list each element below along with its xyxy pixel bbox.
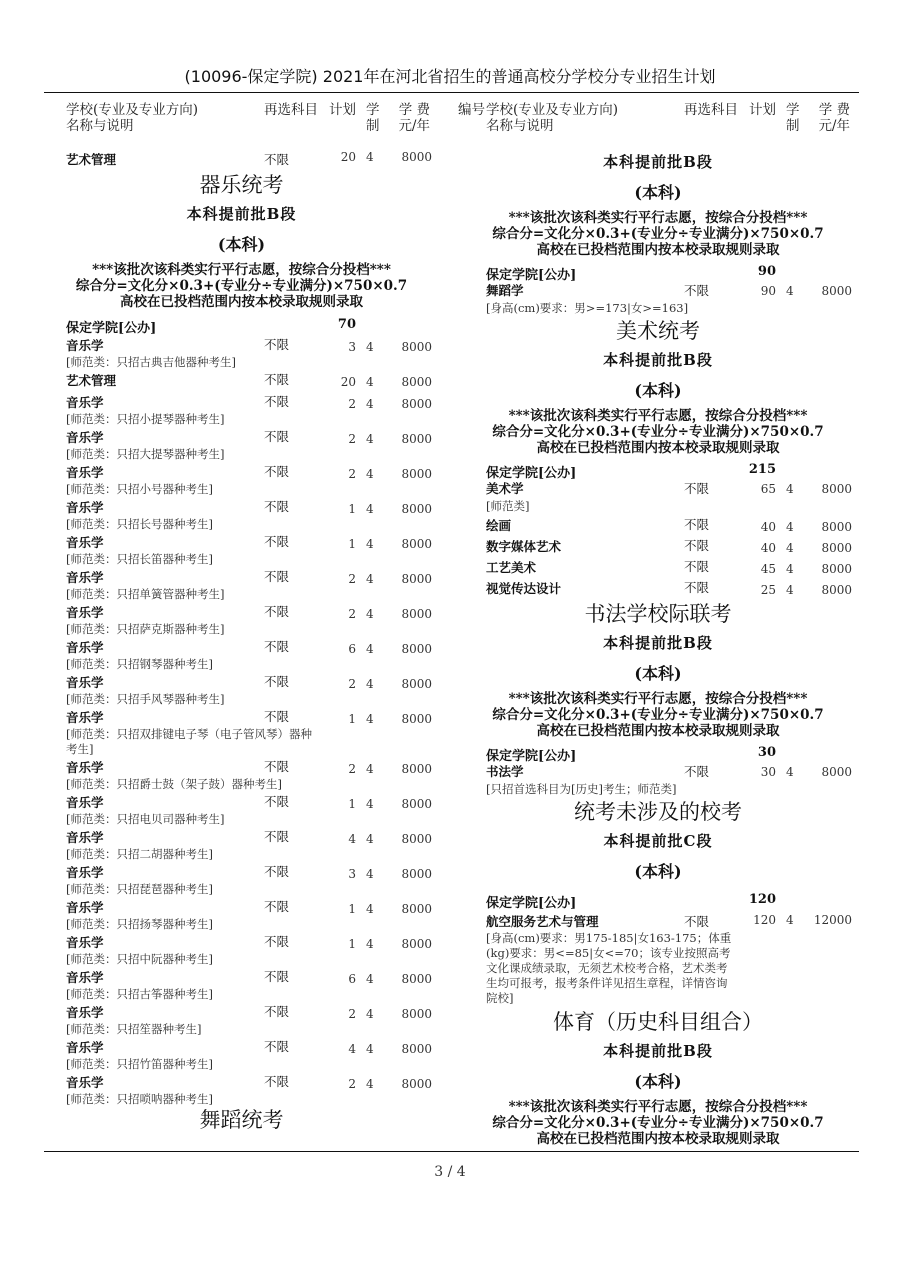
study-years: 4 [366, 642, 374, 656]
plan-count: 2 [348, 1077, 356, 1091]
study-years: 4 [366, 1042, 374, 1056]
tuition-fee: 8000 [401, 502, 432, 516]
table-row [44, 862, 439, 882]
tuition-fee: 8000 [401, 607, 432, 621]
major-name: 音乐学 [66, 970, 104, 985]
subject-requirement: 不限 [264, 794, 290, 809]
major-name: 音乐学 [66, 935, 104, 950]
plan-count: 40 [760, 541, 776, 555]
tuition-fee: 8000 [401, 867, 432, 881]
major-name: 音乐学 [66, 500, 104, 515]
plan-count: 2 [348, 397, 356, 411]
batch-title: 本科提前批B段 [186, 205, 297, 223]
subject-requirement: 不限 [264, 429, 290, 444]
table-row: 航空服务艺术与管理 不限 120 4 12000 [486, 913, 852, 929]
major-note: [师范类：只招双排键电子琴（电子管风琴）器种考生] [66, 727, 312, 756]
section-title: 器乐统考 [199, 173, 284, 197]
study-years: 4 [366, 902, 374, 916]
section-title: 书法学校际联考 [584, 602, 732, 626]
header-school: 学校(专业及专业方向) 名称与说明 [66, 102, 199, 134]
admission-rules: ***该批次该科类实行平行志愿，按综合分投档*** 综合分=文化分×0.3+(专业分÷专业满分)×750×0.7 高校在已投档范围内按本校录取规则录取 [75, 262, 408, 310]
table-row [44, 792, 439, 812]
study-years: 4 [366, 797, 374, 811]
admission-rules: ***该批次该科类实行平行志愿，按综合分投档*** 综合分=文化分×0.3+(专业分÷专业满分)×750×0.7 高校在已投档范围内按本校录取规则录取 [492, 210, 824, 258]
table-row [458, 557, 858, 578]
table-row [44, 567, 439, 587]
major-note: [师范类：只招单簧管器种考生] [66, 587, 225, 601]
table-row [44, 427, 439, 447]
plan-count: 40 [760, 520, 776, 534]
plan-count: 2 [348, 607, 356, 621]
major-name: 音乐学 [66, 795, 104, 810]
tuition-fee: 8000 [821, 562, 852, 576]
major-note: [只招首选科目为[历史]考生；师范类] [486, 782, 677, 796]
header-plan: 计划 [329, 102, 356, 118]
subject-requirement: 不限 [684, 580, 710, 595]
subject-requirement: 不限 [264, 864, 290, 879]
major-name: 音乐学 [66, 465, 104, 480]
study-years: 4 [366, 762, 374, 776]
subject-requirement: 不限 [264, 709, 290, 724]
header-years: 学 制 [786, 102, 800, 134]
major-name: 视觉传达设计 [486, 581, 562, 596]
major-note: [师范类：只招古筝器种考生] [66, 987, 213, 1001]
table-row [44, 827, 439, 847]
major-note: [师范类：只招大提琴器种考生] [66, 447, 225, 461]
level-title: (本科) [217, 235, 266, 254]
study-years: 4 [366, 867, 374, 881]
major-note: [师范类：只招长笛器种考生] [66, 552, 213, 566]
subject-requirement: 不限 [264, 464, 290, 479]
subject-requirement: 不限 [264, 934, 290, 949]
major-name: 音乐学 [66, 338, 104, 353]
tuition-fee: 8000 [401, 432, 432, 446]
plan-count: 4 [348, 1042, 356, 1056]
plan-count: 6 [348, 972, 356, 986]
study-years: 4 [366, 1007, 374, 1021]
tuition-fee: 8000 [401, 762, 432, 776]
major-note: [师范类：只招笙器种考生] [66, 1022, 202, 1036]
major-note: [师范类] [486, 499, 530, 513]
school-row: 保定学院[公办] 90 [486, 264, 776, 283]
plan-count: 1 [348, 502, 356, 516]
batch-title: 本科提前批B段 [603, 634, 713, 652]
table-row: 美术学 不限 65 4 8000 [486, 481, 852, 496]
plan-count: 2 [348, 467, 356, 481]
major-list [44, 335, 439, 1107]
tuition-fee: 8000 [401, 712, 432, 726]
tuition-fee: 8000 [401, 1007, 432, 1021]
major-name: 音乐学 [66, 1075, 104, 1090]
school-row: 保定学院[公办] 70 [66, 317, 356, 336]
plan-count: 4 [348, 832, 356, 846]
admission-rules: ***该批次该科类实行平行志愿，按综合分投档*** 综合分=文化分×0.3+(专业分÷专业满分)×750×0.7 高校在已投档范围内按本校录取规则录取 [492, 691, 824, 739]
tuition-fee: 8000 [401, 937, 432, 951]
table-row [44, 1072, 439, 1092]
header-school: 学校(专业及专业方向) 名称与说明 [486, 102, 619, 134]
subject-requirement: 不限 [264, 639, 290, 654]
admission-rules: ***该批次该科类实行平行志愿，按综合分投档*** 综合分=文化分×0.3+(专业分÷专业满分)×750×0.7 高校在已投档范围内按本校录取规则录取 [492, 1099, 824, 1147]
subject-requirement: 不限 [264, 829, 290, 844]
table-row [44, 932, 439, 952]
major-note: [师范类：只招手风琴器种考生] [66, 692, 225, 706]
major-name: 工艺美术 [486, 560, 537, 575]
admission-rules: ***该批次该科类实行平行志愿，按综合分投档*** 综合分=文化分×0.3+(专业分÷专业满分)×750×0.7 高校在已投档范围内按本校录取规则录取 [492, 408, 824, 456]
major-name: 音乐学 [66, 395, 104, 410]
major-name: 音乐学 [66, 605, 104, 620]
major-name: 音乐学 [66, 675, 104, 690]
study-years: 4 [366, 375, 374, 389]
study-years: 4 [366, 537, 374, 551]
major-note: [身高(cm)要求：男>=173|女>=163] [486, 301, 689, 315]
tuition-fee: 8000 [401, 972, 432, 986]
major-note: [师范类：只招琵琶器种考生] [66, 882, 213, 896]
header-rule [44, 92, 859, 93]
subject-requirement: 不限 [684, 559, 710, 574]
plan-count: 2 [348, 762, 356, 776]
plan-count: 2 [348, 1007, 356, 1021]
table-row [44, 335, 439, 355]
level-title: (本科) [634, 183, 682, 202]
table-row: 艺术管理 不限 20 4 8000 [66, 150, 432, 167]
plan-count: 3 [348, 867, 356, 881]
subject-requirement: 不限 [684, 538, 710, 553]
major-note: [师范类：只招二胡器种考生] [66, 847, 213, 861]
header-years: 学 制 [366, 102, 380, 134]
header-subject: 再选科目 [684, 102, 738, 118]
major-note: [师范类：只招爵士鼓（架子鼓）器种考生] [66, 777, 282, 791]
column-header [458, 100, 858, 146]
study-years: 4 [786, 541, 794, 555]
major-note: [师范类：只招竹笛器种考生] [66, 1057, 213, 1071]
study-years: 4 [366, 502, 374, 516]
tuition-fee: 8000 [401, 832, 432, 846]
tuition-fee: 8000 [401, 537, 432, 551]
tuition-fee: 8000 [401, 467, 432, 481]
plan-count: 1 [348, 797, 356, 811]
major-note: [师范类：只招古典吉他器种考生] [66, 355, 236, 369]
batch-title: 本科提前批B段 [603, 351, 713, 369]
tuition-fee: 8000 [821, 583, 852, 597]
study-years: 4 [366, 1077, 374, 1091]
table-row [44, 967, 439, 987]
subject-requirement: 不限 [264, 337, 290, 352]
plan-count: 25 [760, 583, 776, 597]
table-row [44, 532, 439, 552]
major-name: 音乐学 [66, 1040, 104, 1055]
tuition-fee: 8000 [821, 520, 852, 534]
header-fee: 学 费 元/年 [818, 102, 850, 134]
tuition-fee: 8000 [401, 1077, 432, 1091]
plan-count: 2 [348, 572, 356, 586]
major-note: [师范类：只招萨克斯器种考生] [66, 622, 225, 636]
subject-requirement: 不限 [684, 517, 710, 532]
tuition-fee: 8000 [401, 677, 432, 691]
subject-requirement: 不限 [264, 604, 290, 619]
major-name: 音乐学 [66, 710, 104, 725]
level-title: (本科) [634, 1072, 682, 1091]
major-note: [身高(cm)要求：男175-185|女163-175；体重(kg)要求：男<=85|女<=70；该专业按照高考文化课成绩录取，无须艺术校考合格，艺术类考生均可报考，报考条件详见招生章程，详情咨询院校] [486, 931, 732, 1005]
plan-count: 45 [760, 562, 776, 576]
major-name: 音乐学 [66, 535, 104, 550]
subject-requirement: 不限 [264, 674, 290, 689]
subject-requirement: 不限 [264, 372, 290, 387]
subject-requirement: 不限 [264, 1004, 290, 1019]
major-note: [师范类：只招扬琴器种考生] [66, 917, 213, 931]
tuition-fee: 8000 [401, 797, 432, 811]
subject-requirement: 不限 [264, 1039, 290, 1054]
major-name: 音乐学 [66, 760, 104, 775]
study-years: 4 [366, 397, 374, 411]
major-note: [师范类：只招长号器种考生] [66, 517, 213, 531]
tuition-fee: 8000 [401, 902, 432, 916]
table-row [458, 536, 858, 557]
study-years: 4 [786, 583, 794, 597]
tuition-fee: 8000 [401, 642, 432, 656]
level-title: (本科) [634, 862, 682, 881]
major-name: 数字媒体艺术 [486, 539, 562, 554]
table-row [44, 1037, 439, 1057]
plan-count: 1 [348, 902, 356, 916]
study-years: 4 [366, 937, 374, 951]
table-row: 书法学 不限 30 4 8000 [486, 764, 852, 779]
major-name: 音乐学 [66, 865, 104, 880]
section-title: 体育（历史科目组合） [553, 1010, 763, 1034]
batch-title: 本科提前批B段 [603, 1042, 713, 1060]
table-row [44, 757, 439, 777]
table-row [44, 392, 439, 412]
major-note: [师范类：只招小号器种考生] [66, 482, 213, 496]
study-years: 4 [366, 832, 374, 846]
study-years: 4 [786, 520, 794, 534]
plan-count: 3 [348, 340, 356, 354]
school-row: 保定学院[公办] 215 [486, 462, 776, 481]
tuition-fee: 8000 [401, 397, 432, 411]
document-title: (10096-保定学院) 2021年在河北省招生的普通高校分学校分专业招生计划 [184, 67, 716, 86]
table-row [458, 515, 858, 536]
tuition-fee: 8000 [821, 541, 852, 555]
footer-rule [44, 1151, 859, 1152]
study-years: 4 [366, 677, 374, 691]
header-no: 编号 [458, 102, 485, 118]
column-header [44, 100, 439, 146]
major-name: 音乐学 [66, 640, 104, 655]
major-note: [师范类：只招小提琴器种考生] [66, 412, 225, 426]
subject-requirement: 不限 [264, 969, 290, 984]
page-number: 3 / 4 [434, 1164, 466, 1180]
plan-count: 1 [348, 537, 356, 551]
major-note: [师范类：只招中阮器种考生] [66, 952, 213, 966]
tuition-fee: 8000 [401, 572, 432, 586]
plan-count: 2 [348, 432, 356, 446]
right-column [458, 100, 858, 1147]
subject-requirement: 不限 [264, 534, 290, 549]
major-name: 音乐学 [66, 430, 104, 445]
study-years: 4 [366, 972, 374, 986]
subject-requirement: 不限 [264, 394, 290, 409]
plan-count: 1 [348, 712, 356, 726]
major-note: [师范类：只招电贝司器种考生] [66, 812, 225, 826]
study-years: 4 [366, 432, 374, 446]
subject-requirement: 不限 [264, 1074, 290, 1089]
subject-requirement: 不限 [264, 899, 290, 914]
batch-title: 本科提前批B段 [603, 153, 713, 171]
table-row [44, 637, 439, 657]
table-row [44, 897, 439, 917]
table-row: 舞蹈学 不限 90 4 8000 [486, 283, 852, 298]
section-title: 美术统考 [616, 319, 700, 343]
major-name: 音乐学 [66, 1005, 104, 1020]
major-list [458, 515, 858, 599]
table-row [44, 707, 439, 727]
table-row [458, 578, 858, 599]
major-name: 绘画 [486, 518, 512, 533]
left-column [44, 100, 439, 1135]
table-row [44, 462, 439, 482]
section-title: 统考未涉及的校考 [574, 800, 742, 824]
tuition-fee: 8000 [401, 340, 432, 354]
table-row [44, 370, 439, 390]
header-fee: 学 费 元/年 [398, 102, 430, 134]
study-years: 4 [366, 572, 374, 586]
tuition-fee: 8000 [401, 1042, 432, 1056]
major-note: [师范类：只招钢琴器种考生] [66, 657, 213, 671]
table-row [44, 1002, 439, 1022]
plan-count: 1 [348, 937, 356, 951]
plan-count: 20 [340, 375, 356, 389]
major-name: 艺术管理 [66, 373, 117, 388]
major-note: [师范类：只招唢呐器种考生] [66, 1092, 213, 1106]
batch-title: 本科提前批C段 [603, 832, 713, 850]
header-plan: 计划 [749, 102, 776, 118]
subject-requirement: 不限 [264, 499, 290, 514]
study-years: 4 [366, 712, 374, 726]
section-title: 舞蹈统考 [199, 1108, 284, 1132]
school-row: 保定学院[公办] 30 [486, 745, 776, 764]
header-subject: 再选科目 [264, 102, 318, 118]
subject-requirement: 不限 [264, 759, 290, 774]
level-title: (本科) [634, 381, 682, 400]
study-years: 4 [366, 607, 374, 621]
tuition-fee: 8000 [401, 375, 432, 389]
major-name: 音乐学 [66, 570, 104, 585]
table-row [44, 602, 439, 622]
plan-count: 6 [348, 642, 356, 656]
major-name: 音乐学 [66, 900, 104, 915]
study-years: 4 [366, 467, 374, 481]
subject-requirement: 不限 [264, 569, 290, 584]
major-name: 音乐学 [66, 830, 104, 845]
level-title: (本科) [634, 664, 682, 683]
school-row: 保定学院[公办] 120 [486, 892, 776, 911]
table-row [44, 497, 439, 517]
plan-count: 2 [348, 677, 356, 691]
study-years: 4 [366, 340, 374, 354]
table-row [44, 672, 439, 692]
study-years: 4 [786, 562, 794, 576]
